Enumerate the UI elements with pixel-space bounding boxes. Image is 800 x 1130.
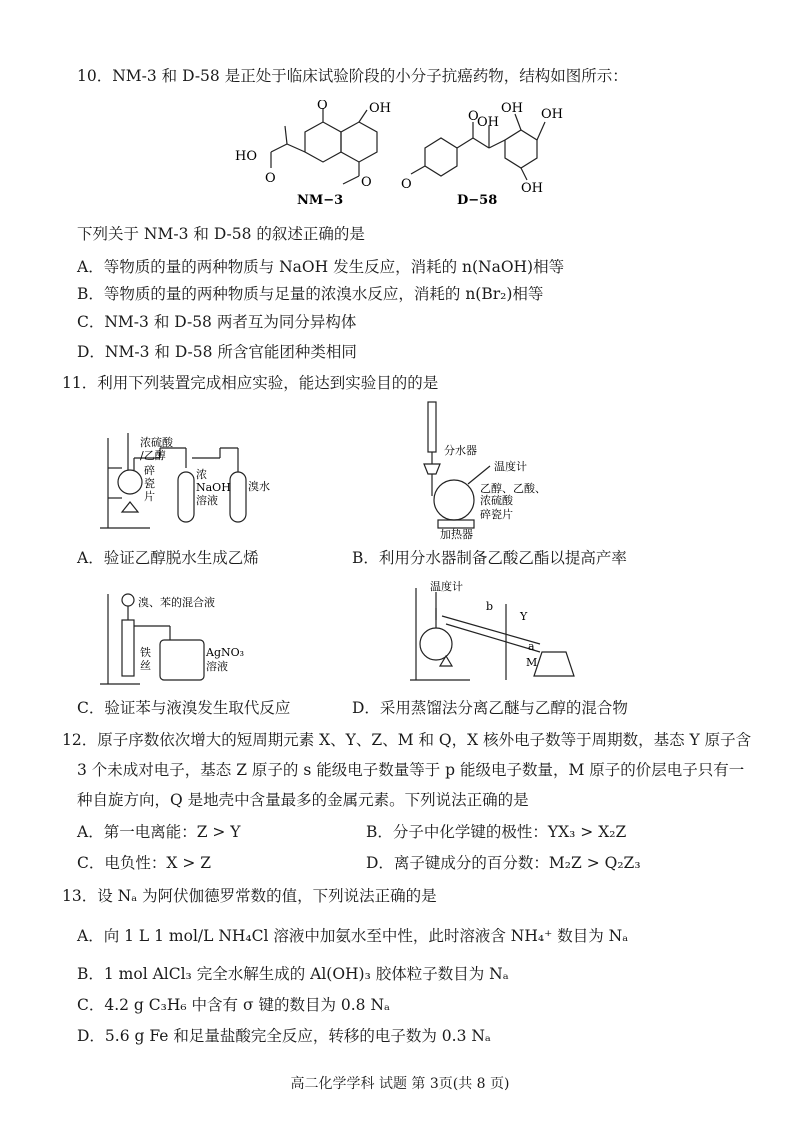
figd-label-2: b [486,600,494,613]
figa-label-7: NaOH [196,481,231,494]
q11-option-d: D．采用蒸馏法分离乙醚与乙醇的混合物 [352,699,628,717]
figd-label-4: a [528,640,535,653]
d58-oh3-label: OH [541,107,563,122]
q12-stem-line-1: 12．原子序数依次增大的短周期元素 X、Y、Z、M 和 Q，X 核外电子数等于周期数，基态 Y 原子含 [62,731,752,749]
q13-option-a: A．向 1 L 1 mol/L NH₄Cl 溶液中加氨水至中性，此时溶液含 NH₄⁺ 数目为 Nₐ [77,927,629,945]
figa-label-4: 瓷 [144,477,155,490]
d58-oh4-label: OH [521,181,543,196]
d58-o-label: O [401,177,412,192]
q13-option-c: C．4.2 g C₃H₆ 中含有 σ 键的数目为 0.8 Nₐ [77,996,390,1014]
nm3-o3-label: O [361,175,372,190]
figb-label-5: 碎瓷片 [480,508,513,521]
figd-label-5: M [526,656,538,669]
figb-label-1: 分水器 [444,444,477,457]
nm3-o2-label: O [265,171,276,186]
nm3-structure [271,108,377,184]
q10-option-a: A．等物质的量的两种物质与 NaOH 发生反应，消耗的 n(NaOH)相等 [77,258,565,276]
figa-label-1: 浓硫酸 [140,436,173,449]
q10-option-d: D．NM-3 和 D-58 所含官能团种类相同 [77,343,357,361]
figb-label-4: 浓硫酸 [480,494,513,507]
figc-label-5: 溶液 [206,660,228,673]
q10-structures-figure [225,100,585,210]
q10-option-c: C．NM-3 和 D-58 两者互为同分异构体 [77,313,357,331]
figc-label-2: 铁 [140,646,151,659]
figa-label-9: 溴水 [248,480,270,493]
q11-stem: 11．利用下列装置完成相应实验，能达到实验目的的是 [62,374,439,392]
q11-figure-b [410,400,590,540]
q10-option-b: B．等物质的量的两种物质与足量的浓溴水反应，消耗的 n(Br₂)相等 [77,285,544,303]
figa-label-5: 片 [144,490,155,503]
figb-label-6: 加热器 [440,528,473,540]
q12-option-a: A．第一电离能：Z > Y [77,823,241,841]
q11-figure-a [100,428,280,538]
q12-option-d: D．离子键成分的百分数：M₂Z > Q₂Z₃ [366,854,641,872]
figa-label-8: 溶液 [196,494,218,507]
figa-label-2: /乙醇 [140,449,166,462]
figd-label-1: 温度计 [430,580,463,593]
q10-prompt: 下列关于 NM-3 和 D-58 的叙述正确的是 [77,225,365,243]
q12-stem-line-3: 种自旋方向，Q 是地壳中含量最多的金属元素。下列说法正确的是 [77,791,529,809]
q11-option-a: A．验证乙醇脱水生成乙烯 [77,549,259,567]
q13-option-b: B．1 mol AlCl₃ 完全水解生成的 Al(OH)₃ 胶体粒子数目为 Nₐ [77,965,509,983]
q11-option-c: C．验证苯与液溴发生取代反应 [77,699,291,717]
q10-stem: 10．NM-3 和 D-58 是正处于临床试验阶段的小分子抗癌药物，结构如图所示： [77,67,628,85]
nm3-oh-label: OH [369,101,391,116]
q11-figure-d [410,580,610,690]
q11-figure-c [100,590,280,690]
page-footer: 高二化学学科 试题 第 3页(共 8 页) [290,1076,510,1092]
q11-option-b: B．利用分水器制备乙酸乙酯以提高产率 [352,549,627,567]
q12-option-c: C．电负性：X > Z [77,854,212,872]
q12-stem-line-2: 3 个未成对电子，基态 Z 原子的 s 能级电子数量等于 p 能级电子数量，M 原子的价层电子只有一 [77,761,745,779]
figa-label-3: 碎 [144,464,155,477]
nm3-ho-label: HO [235,149,257,164]
d58-o2-label: O [468,109,479,124]
q12-option-b: B．分子中化学键的极性：YX₃ > X₂Z [366,823,627,841]
q13-stem: 13．设 Nₐ 为阿伏伽德罗常数的值，下列说法正确的是 [62,887,437,905]
figa-label-6: 浓 [196,468,207,481]
d58-label: D−58 [457,193,498,208]
figb-label-3: 乙醇、乙酸、 [480,482,546,495]
nm3-o-label: O [317,100,328,113]
nm3-label: NM−3 [297,193,344,208]
figc-label-4: AgNO₃ [206,646,245,659]
q13-option-d: D．5.6 g Fe 和足量盐酸完全反应，转移的电子数为 0.3 Nₐ [77,1027,491,1045]
d58-oh2-label: OH [501,101,523,116]
figc-label-1: 溴、苯的混合液 [138,596,215,609]
figb-label-2: 温度计 [494,460,527,473]
d58-oh-label: OH [477,115,499,130]
figd-label-3: Y [520,610,528,623]
figc-label-3: 丝 [140,659,151,672]
